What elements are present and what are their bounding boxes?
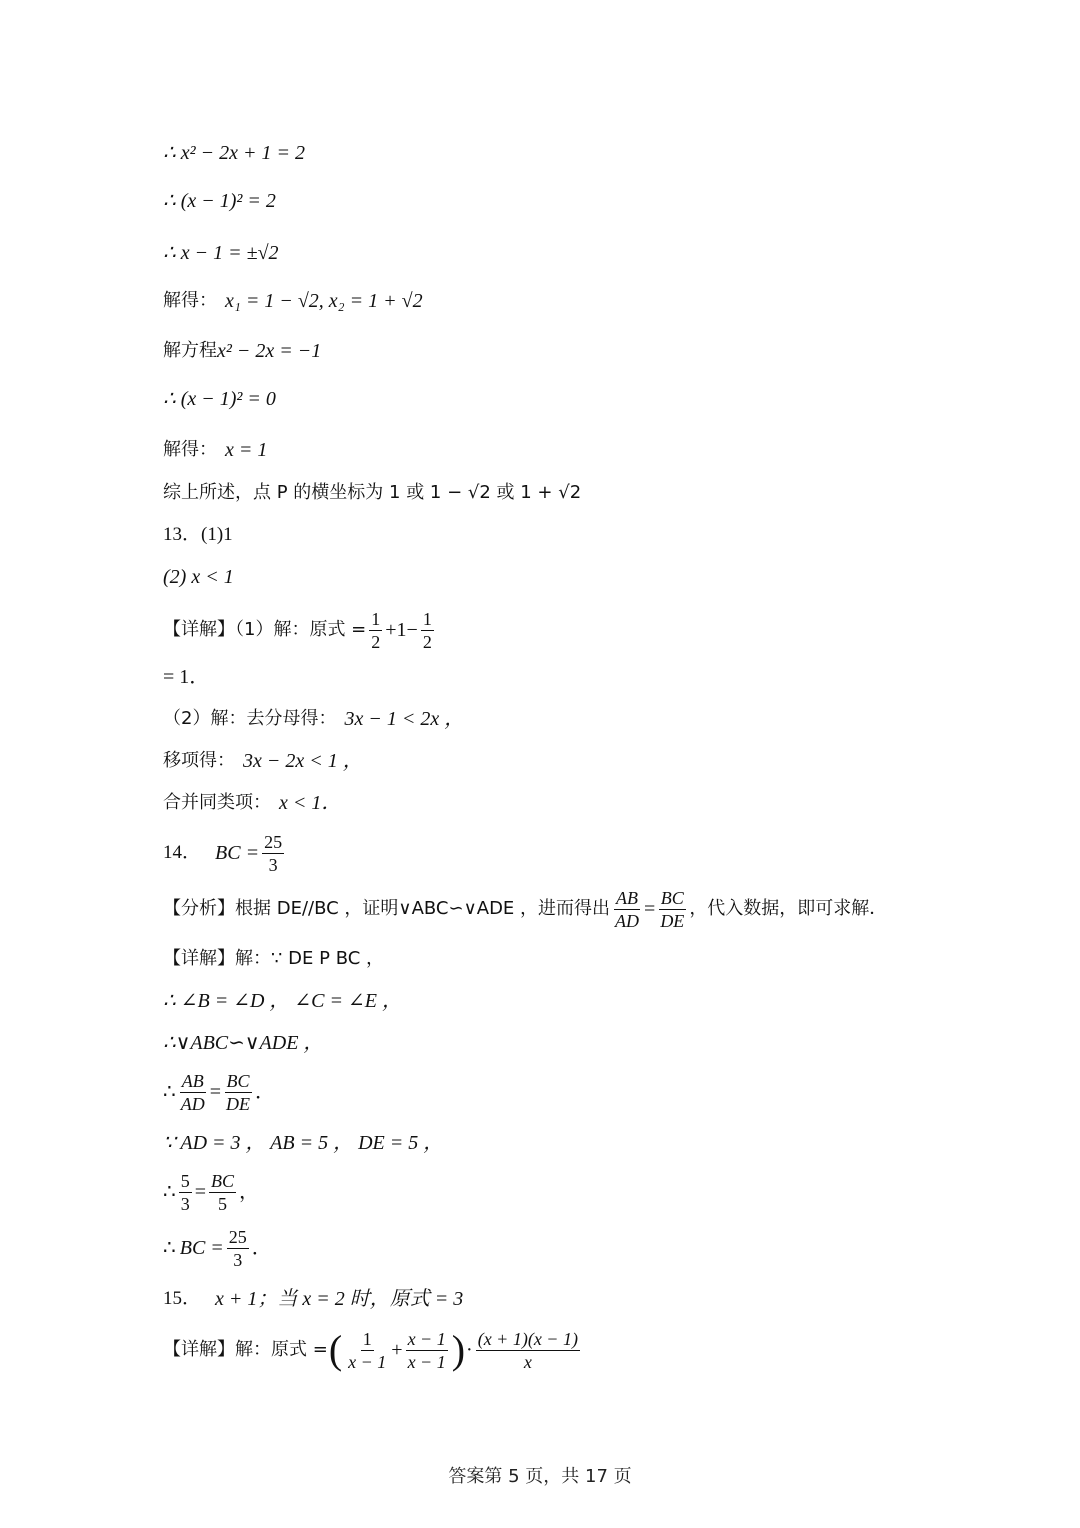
detail-line	[163, 744, 363, 778]
detail-label: （2）解：去分母得：	[163, 708, 337, 729]
equation-text: 3x − 1 < 2x ，	[344, 708, 465, 730]
numerator: BC	[660, 887, 684, 908]
solution-label: 解方程	[163, 340, 217, 361]
equation-text: ∴ (x − 1)² = 0	[163, 388, 276, 410]
answer-text: x + 1；当 x = 2 时，原式 = 3	[215, 1288, 464, 1310]
conclusion-line	[163, 476, 581, 510]
denominator: DE	[660, 910, 685, 931]
numerator: AB	[616, 887, 639, 908]
fraction	[613, 887, 641, 932]
answer-text: 13．(1)1	[163, 524, 233, 545]
solution-label: 解得：	[163, 290, 217, 311]
question-14-answer	[163, 830, 287, 876]
equation-text: x² − 2x = −1	[217, 340, 322, 362]
fraction	[179, 1070, 207, 1115]
page-footer: 答案第 5 页，共 17 页	[448, 1466, 632, 1487]
denominator: DE	[226, 1093, 251, 1114]
numerator: 1	[371, 608, 381, 629]
equation-line: ∴ $\frac{AB}{AD}$ = $\frac{BC}{DE}$ ．	[163, 1070, 276, 1114]
numerator: 5	[180, 1170, 190, 1191]
fraction	[476, 1328, 580, 1373]
solution-line	[163, 334, 321, 368]
analysis-text: 【分析】根据 DE//BC ，证明∨ABC∽∨ADE ，进而得出	[163, 898, 611, 919]
equation-text: ∴∨ABC∽∨ADE ，	[163, 1032, 324, 1054]
equation-line	[163, 136, 305, 170]
numerator: BC	[211, 1170, 235, 1191]
equation-text: ∵ AD = 3 ， AB = 5 ， DE = 5 ，	[163, 1132, 444, 1154]
numerator: 25	[264, 831, 283, 852]
denominator: 3	[180, 1193, 190, 1214]
equation-text: 3x − 2x < 1 ，	[243, 750, 363, 772]
denominator: 2	[422, 631, 432, 652]
fraction	[346, 1328, 388, 1373]
answer-text: (2) x < 1	[163, 566, 234, 588]
denominator: 3	[233, 1249, 243, 1270]
equation-text: x = 1	[225, 439, 268, 461]
detail-line	[163, 942, 384, 976]
equation-text: ∴ (x − 1)² = 2	[163, 190, 276, 212]
analysis-line: 【分析】根据 DE//BC ，证明∨ABC∽∨ADE ，进而得出 $\frac{AB}{AD}$ = $\frac{BC}{DE}$ ，代入数据，即可求解．	[163, 887, 888, 931]
equation-line	[163, 382, 276, 416]
fraction	[179, 1170, 192, 1215]
equation-text: ∴ x − 1 = ±√2	[163, 242, 279, 264]
solution-label: 解得：	[163, 439, 217, 460]
detail-line: 【详解】解：原式 = ( $\frac{1}{x - 1}$ + $\frac{x - 1}{x - 1}$ ) · $\frac{(x + 1)(x - 1)}{x}$	[163, 1327, 578, 1372]
solution-line	[163, 284, 423, 318]
detail-line	[163, 786, 341, 820]
equation-text: x < 1．	[279, 792, 342, 814]
equation-line	[163, 660, 209, 694]
detail-label: 移项得：	[163, 750, 235, 771]
detail-text: 【详解】解：∵ DE P BC ，	[163, 948, 385, 969]
denominator: x − 1	[348, 1351, 387, 1372]
fraction	[209, 1170, 236, 1215]
detail-line	[163, 702, 464, 736]
numerator: BC	[226, 1070, 250, 1091]
equation-line	[163, 236, 279, 270]
fraction	[224, 1070, 252, 1115]
fraction	[658, 887, 686, 932]
numerator: 1	[422, 608, 432, 629]
fraction	[369, 608, 382, 653]
equation-text: ∴ x² − 2x + 1 = 2	[163, 142, 305, 164]
denominator: x − 1	[407, 1351, 446, 1372]
equation-line	[163, 984, 402, 1018]
equation-line: ∴ $\frac{5}{3}$ = $\frac{BC}{5}$ ，	[163, 1170, 260, 1214]
equation-text: ∴ ∠B = ∠D ， ∠C = ∠E ，	[163, 990, 402, 1012]
numerator: 1	[362, 1328, 372, 1349]
question-15-answer	[163, 1282, 463, 1316]
detail-label: 【详解】（1）解：原式 =	[163, 619, 367, 640]
detail-label: 合并同类项：	[163, 792, 271, 813]
detail-line: 【详解】（1）解：原式 = $\frac{1}{2}$ +1− $\frac{1}{2}$	[163, 608, 432, 652]
equation-line	[163, 1026, 323, 1060]
equation-text: = 1．	[163, 666, 210, 688]
denominator: AD	[615, 910, 640, 931]
numerator: 25	[228, 1226, 247, 1247]
equation-text: x₁ = 1 − √2, x₂ = 1 + √2	[225, 290, 423, 312]
denominator: 2	[371, 631, 381, 652]
detail-label: 【详解】解：原式 =	[163, 1339, 328, 1360]
fraction	[227, 1226, 249, 1271]
analysis-text: ，代入数据，即可求解．	[689, 898, 888, 919]
fraction	[421, 608, 434, 653]
numerator: x − 1	[407, 1328, 446, 1349]
denominator: x	[523, 1351, 532, 1372]
conclusion-text: 综上所述，点 P 的横坐标为 1 或 1 − √2 或 1 + √2	[163, 482, 582, 503]
denominator: 5	[218, 1193, 228, 1214]
equation-line	[163, 184, 276, 218]
equation-text: BC =	[215, 842, 260, 864]
equation-line: ∴ BC = $\frac{25}{3}$ ．	[163, 1226, 272, 1270]
numerator: AB	[181, 1070, 204, 1091]
question-13-answer	[163, 518, 233, 552]
solution-line	[163, 433, 267, 467]
denominator: AD	[180, 1093, 205, 1114]
equation-line	[163, 1126, 443, 1160]
question-number: 14．	[163, 842, 202, 863]
fraction	[262, 831, 284, 876]
question-13-answer-2	[163, 560, 234, 594]
numerator: (x + 1)(x − 1)	[477, 1328, 578, 1349]
fraction	[406, 1328, 448, 1373]
denominator: 3	[268, 854, 278, 875]
question-number: 15．	[163, 1288, 202, 1309]
